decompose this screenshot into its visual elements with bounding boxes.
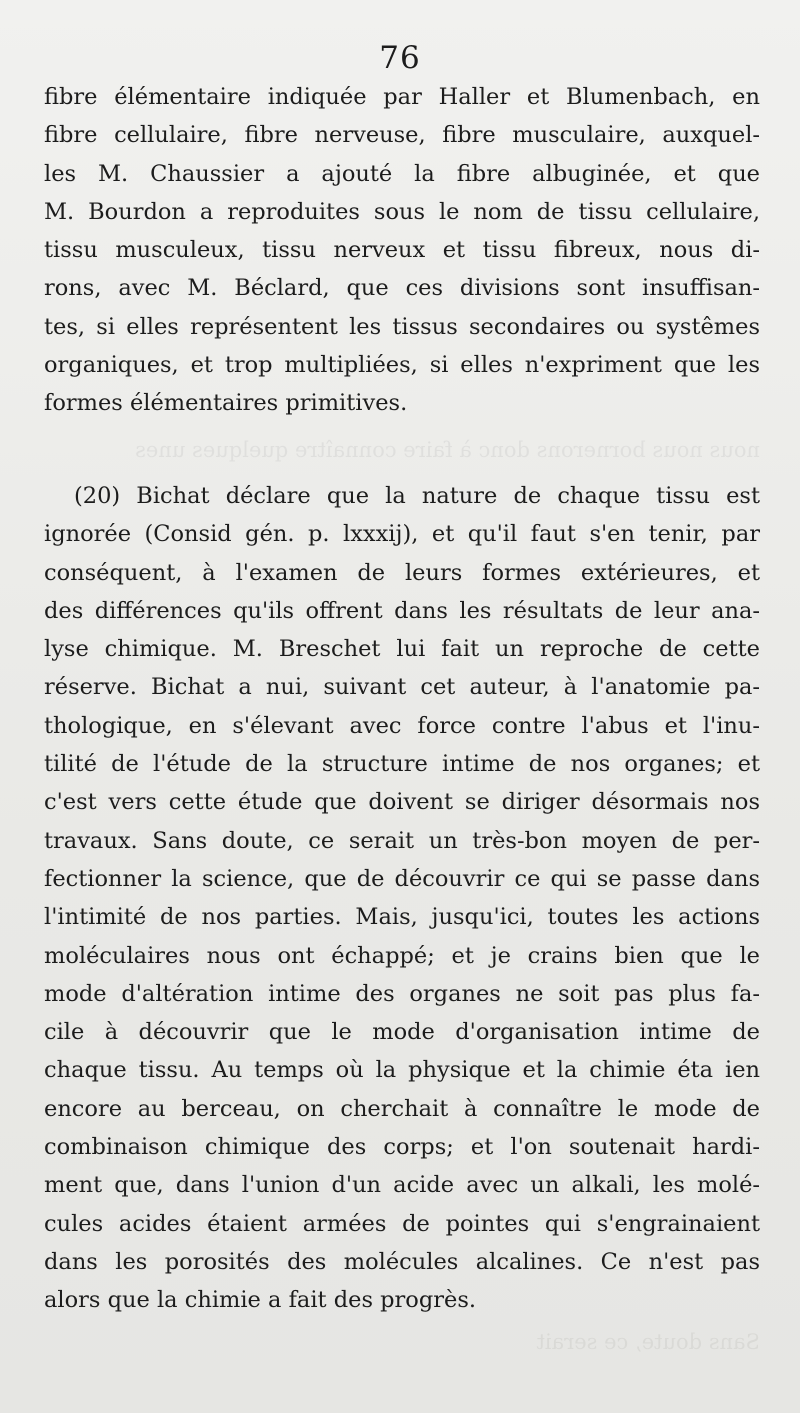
- text-line: chaque tissu. Au temps où la physique et la chimie éta ien: [44, 1057, 760, 1084]
- text-line: thologique, en s'élevant avec force contre l'abus et l'inu-: [44, 712, 760, 739]
- show-through-text: Sans doute, ce serait: [536, 1330, 760, 1354]
- text-line: lyse chimique. M. Breschet lui fait un reproche de cette: [44, 636, 760, 663]
- text-line: dans les porosités des molécules alcalines. Ce n'est pas: [44, 1248, 760, 1275]
- text-line: réserve. Bichat a nui, suivant cet auteur, à l'anatomie pa-: [44, 674, 760, 701]
- paragraph-1: [44, 78, 760, 423]
- text-line: moléculaires nous ont échappé; et je crains bien que le: [44, 942, 760, 969]
- text-line: M. Bourdon a reproduites sous le nom de tissu cellulaire,: [44, 198, 760, 225]
- text-line: les M. Chaussier a ajouté la fibre albuginée, et que: [44, 160, 760, 187]
- text-line: encore au berceau, on cherchait à connaître le mode de: [44, 1095, 760, 1122]
- text-line: tissu musculeux, tissu nerveux et tissu fibreux, nous di-: [44, 237, 760, 264]
- text-line: travaux. Sans doute, ce serait un très-bon moyen de per-: [44, 827, 760, 854]
- text-line: fibre cellulaire, fibre nerveuse, fibre musculaire, auxquel-: [44, 122, 760, 149]
- text-line: ment que, dans l'union d'un acide avec un alkali, les molé-: [44, 1172, 760, 1199]
- text-line: (20) Bichat déclare que la nature de chaque tissu est: [74, 483, 760, 509]
- text-line: cile à découvrir que le mode d'organisation intime de: [44, 1019, 760, 1046]
- text-line: conséquent, à l'examen de leurs formes extérieures, et: [44, 559, 760, 586]
- text-line: combinaison chimique des corps; et l'on soutenait hardi-: [44, 1134, 760, 1161]
- text-line: alors que la chimie a fait des progrès.: [44, 1287, 477, 1314]
- page-number: 76: [379, 40, 421, 76]
- paragraph-2: [44, 477, 760, 1320]
- show-through-text: nous nous bornerons donc à faire connaître quelques unes: [135, 438, 760, 462]
- text-line: fectionner la science, que de découvrir ce qui se passe dans: [44, 865, 760, 892]
- text-line: mode d'altération intime des organes ne soit pas plus fa-: [44, 980, 760, 1007]
- text-line: l'intimité de nos parties. Mais, jusqu'ici, toutes les actions: [44, 904, 760, 931]
- text-line: formes élémentaires primitives.: [44, 390, 408, 417]
- text-line: tes, si elles représentent les tissus secondaires ou systêmes: [44, 313, 760, 340]
- text-line: organiques, et trop multipliées, si elles n'expriment que les: [44, 352, 760, 379]
- text-line: c'est vers cette étude que doivent se diriger désormais nos: [44, 789, 760, 816]
- text-line: ignorée (Consid gén. p. lxxxij), et qu'il faut s'en tenir, par: [44, 521, 760, 548]
- text-line: des différences qu'ils offrent dans les résultats de leur ana-: [44, 597, 760, 624]
- text-line: rons, avec M. Béclard, que ces divisions sont insuffisan-: [44, 275, 760, 302]
- text-line: cules acides étaient armées de pointes qui s'engrainaient: [44, 1210, 760, 1237]
- text-line: tilité de l'étude de la structure intime de nos organes; et: [44, 751, 760, 778]
- text-line: fibre élémentaire indiquée par Haller et Blumenbach, en: [44, 84, 760, 110]
